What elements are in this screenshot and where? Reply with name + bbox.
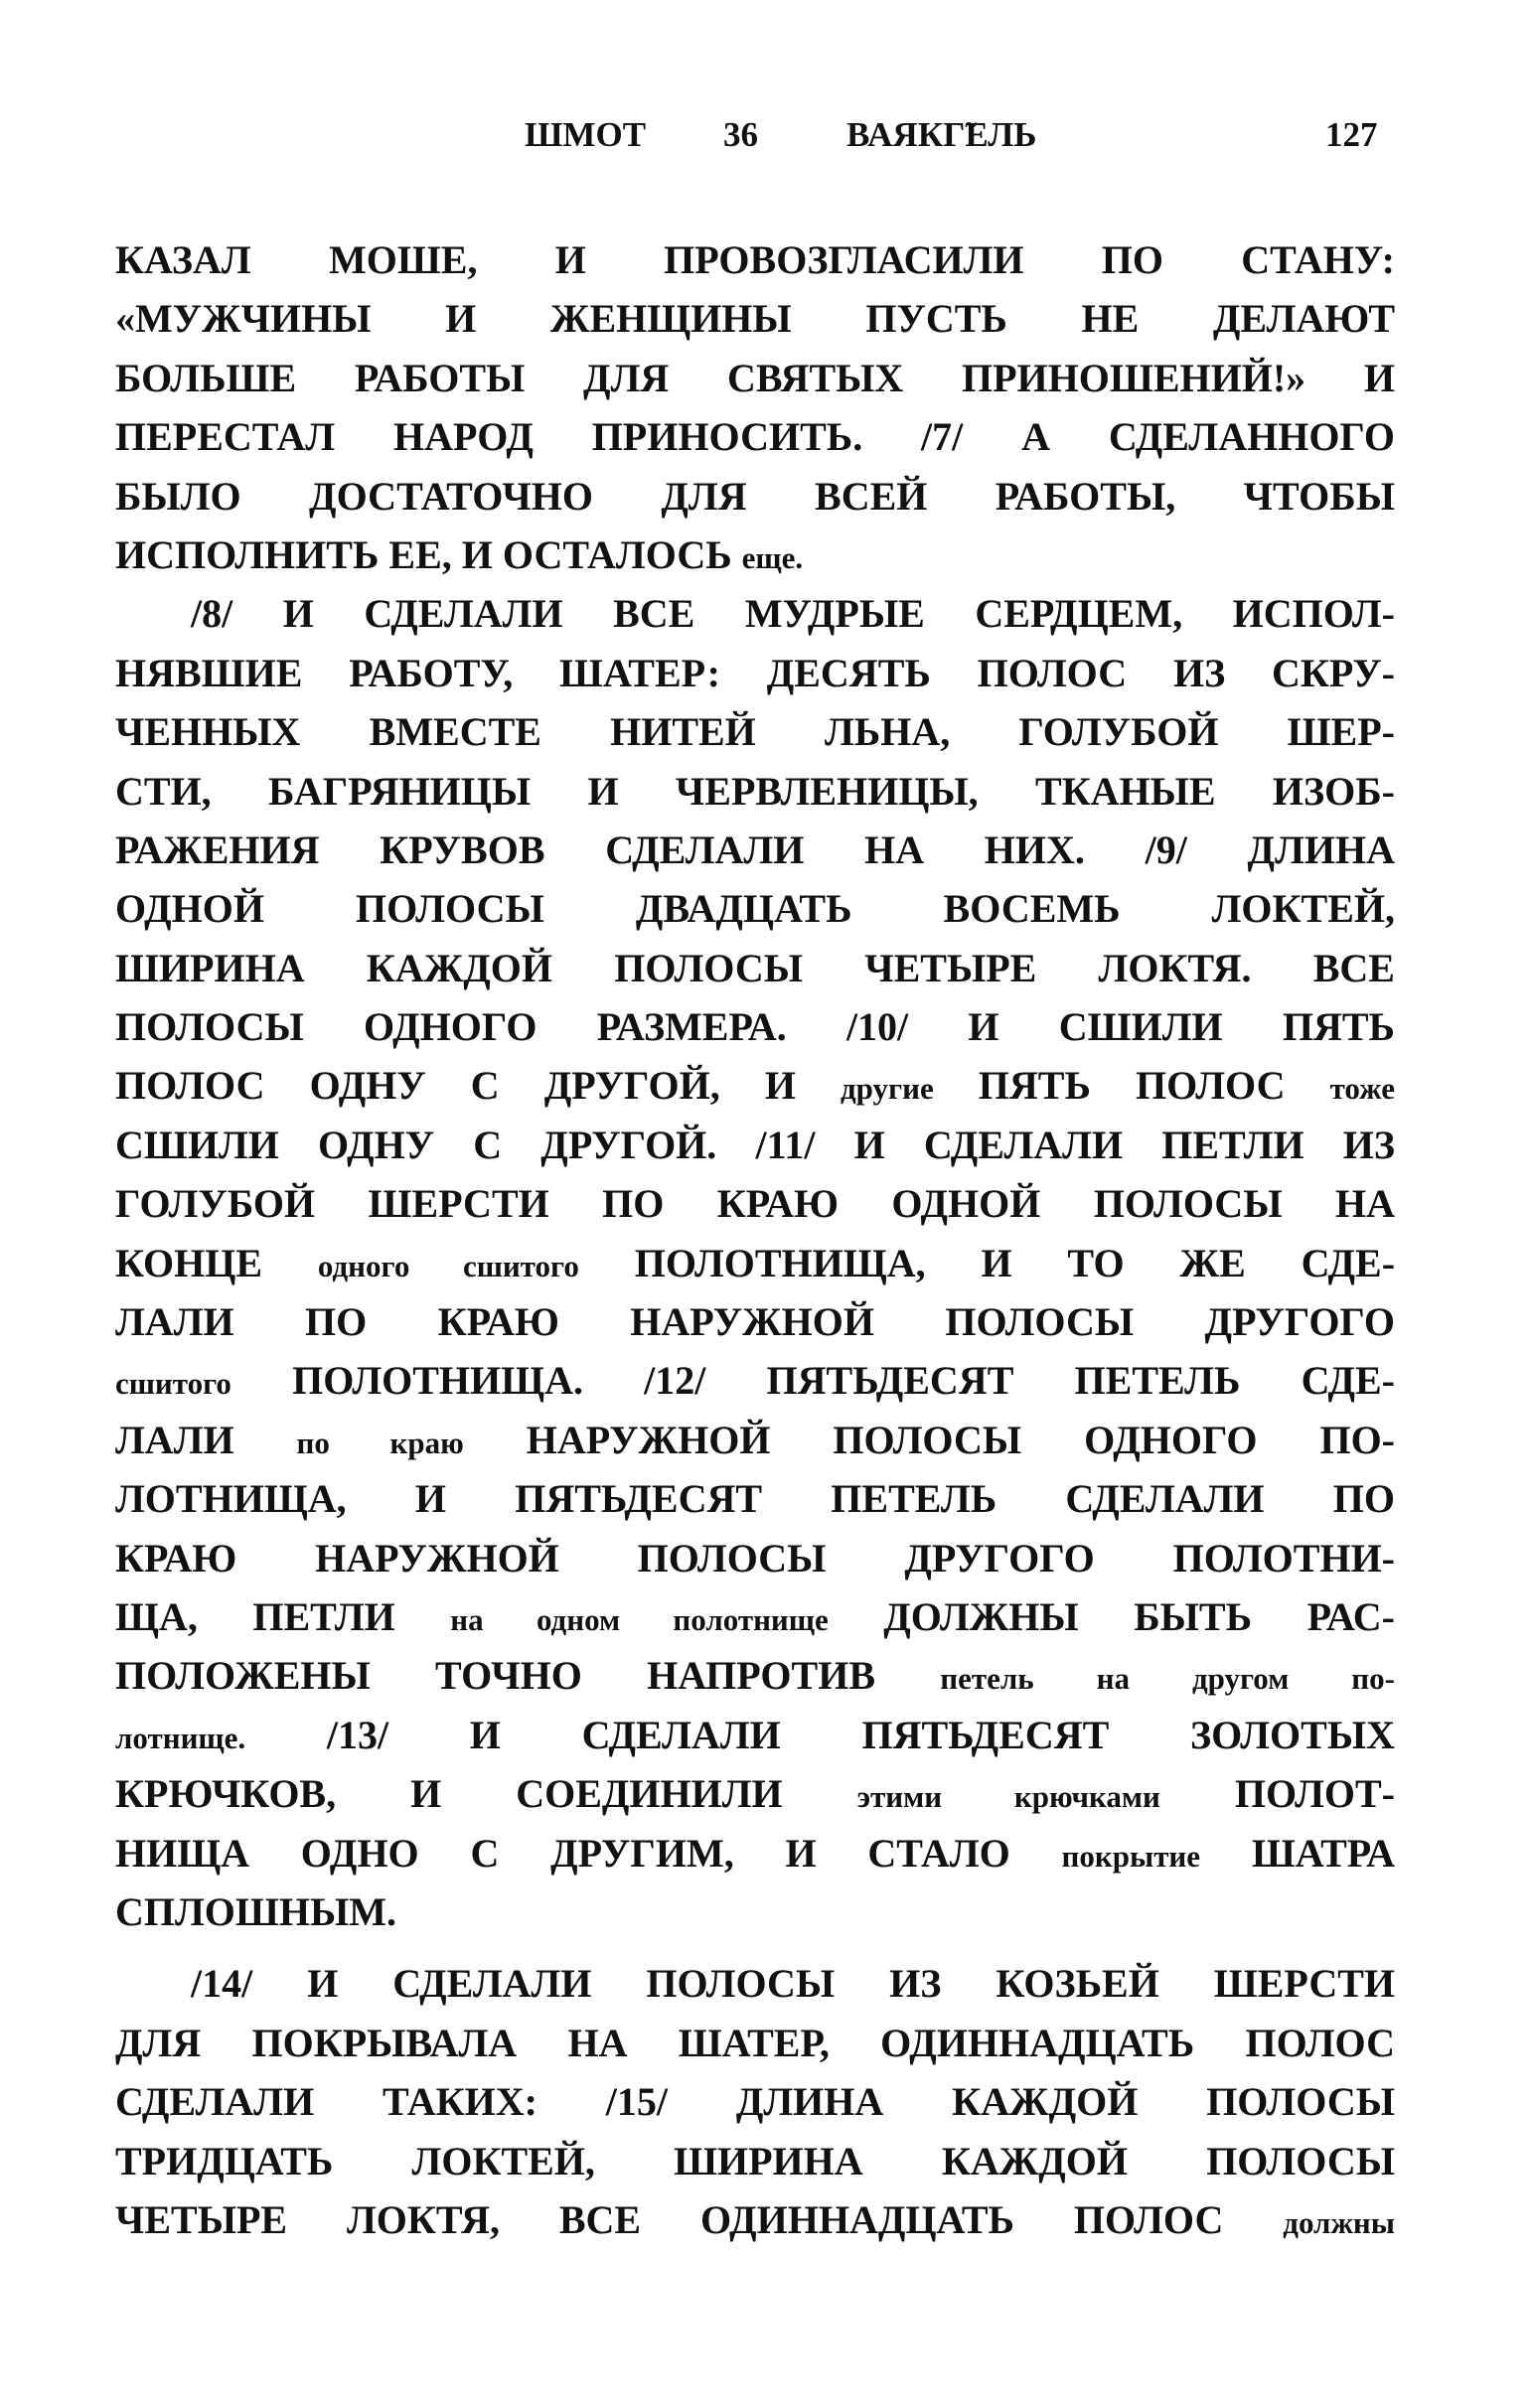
text-segment: ШАТРА [1200, 1830, 1395, 1876]
text-line [115, 2072, 1395, 2131]
text-line [115, 1116, 1395, 1174]
text-segment: ДОЛЖНЫ БЫТЬ РАС- [828, 1593, 1396, 1639]
text-line [115, 349, 1395, 407]
text-segment-small: другие [841, 1071, 934, 1107]
text-line [115, 702, 1395, 761]
text-segment: БОЛЬШЕ РАБОТЫ ДЛЯ СВЯТЫХ ПРИНОШЕНИЙ!» И [115, 355, 1395, 400]
text-line [115, 1706, 1395, 1764]
text-line [115, 407, 1395, 466]
text-line [115, 821, 1395, 879]
text-line [115, 1954, 1395, 2013]
text-segment: СШИЛИ ОДНУ С ДРУГОЙ. /11/ И СДЕЛАЛИ ПЕТЛИ ИЗ [115, 1122, 1395, 1167]
text-segment: СТИ, БАГРЯНИЦЫ И ЧЕРВЛЕНИЦЫ, ТКАНЫЕ ИЗОБ- [115, 768, 1395, 814]
text-line [115, 879, 1395, 938]
text-line [115, 939, 1395, 997]
text-line [115, 1351, 1395, 1410]
text-segment-small: покрытие [1061, 1838, 1201, 1874]
text-segment: ПОЛОЖЕНЫ ТОЧНО НАПРОТИВ [115, 1653, 941, 1699]
running-head-portion: ВАЯКГ̃ЕЛЬ [846, 115, 1037, 154]
text-segment: СПЛОШНЫМ. [115, 1888, 396, 1934]
text-line [115, 1469, 1395, 1528]
text-line [115, 230, 1395, 289]
text-line [115, 2014, 1395, 2072]
text-segment: ГОЛУБОЙ ШЕРСТИ ПО КРАЮ ОДНОЙ ПОЛОСЫ НА [115, 1181, 1395, 1227]
text-segment: НЯВШИЕ РАБОТУ, ШАТЕР: ДЕСЯТЬ ПОЛОС ИЗ СКРУ- [115, 650, 1395, 695]
text-segment: ПЯТЬ ПОЛОС [933, 1063, 1330, 1109]
text-segment-small: на одном полотнище [450, 1601, 829, 1637]
text-segment: ДЛЯ ПОКРЫВАЛА НА ШАТЕР, ОДИННАДЦАТЬ ПОЛОС [115, 2020, 1395, 2065]
text-line [115, 1646, 1395, 1705]
text-line [115, 2190, 1395, 2249]
text-segment: ЛАЛИ [115, 1417, 297, 1462]
text-segment: ПОЛОС ОДНУ С ДРУГОЙ, И [115, 1063, 841, 1109]
running-head-chapter: 36 [723, 115, 758, 154]
text-segment: ПОЛОТНИЩА. /12/ ПЯТЬДЕСЯТ ПЕТЕЛЬ СДЕ- [230, 1358, 1395, 1404]
text-segment: КРЮЧКОВ, И СОЕДИНИЛИ [115, 1771, 857, 1817]
text-line [115, 997, 1395, 1056]
text-line [115, 1529, 1395, 1587]
text-segment: ЧЕТЫРЕ ЛОКТЯ, ВСЕ ОДИННАДЦАТЬ ПОЛОС [115, 2196, 1284, 2242]
text-line [115, 1882, 1395, 1941]
text-segment: СДЕЛАЛИ ТАКИХ: /15/ ДЛИНА КАЖДОЙ ПОЛОСЫ [115, 2079, 1395, 2125]
text-line [115, 1292, 1395, 1351]
text-segment: ПОЛОТНИЩА, И ТО ЖЕ СДЕ- [578, 1240, 1396, 1285]
text-segment: /8/ И СДЕЛАЛИ ВСЕ МУДРЫЕ СЕРДЦЕМ, ИСПОЛ- [191, 591, 1395, 637]
text-line [115, 1764, 1395, 1823]
text-line [115, 1587, 1395, 1646]
text-line [115, 526, 1395, 584]
text-line [115, 1824, 1395, 1882]
text-segment-small: еще. [741, 539, 804, 575]
text-segment-small: тоже [1329, 1071, 1395, 1107]
text-segment: КОНЦЕ [115, 1240, 318, 1285]
text-line [115, 644, 1395, 702]
text-segment-small: по краю [296, 1425, 464, 1460]
text-segment: НАРУЖНОЙ ПОЛОСЫ ОДНОГО ПО- [463, 1417, 1396, 1462]
text-segment: ПОЛОСЫ ОДНОГО РАЗМЕРА. /10/ И СШИЛИ ПЯТЬ [115, 1004, 1395, 1050]
text-segment: ЛАЛИ ПО КРАЮ НАРУЖНОЙ ПОЛОСЫ ДРУГОГО [115, 1299, 1395, 1345]
text-line [115, 2132, 1395, 2190]
running-head-book: ШМОТ [525, 115, 647, 154]
text-segment: КРАЮ НАРУЖНОЙ ПОЛОСЫ ДРУГОГО ПОЛОТНИ- [115, 1535, 1395, 1580]
text-segment: /14/ И СДЕЛАЛИ ПОЛОСЫ ИЗ КОЗЬЕЙ ШЕРСТИ [191, 1961, 1395, 2007]
body-text [115, 230, 1395, 2249]
text-line [115, 1174, 1395, 1233]
text-segment-small: петель на другом по- [940, 1661, 1395, 1697]
text-segment: /13/ И СДЕЛАЛИ ПЯТЬДЕСЯТ ЗОЛОТЫХ [245, 1712, 1395, 1757]
text-segment: ЧЕННЫХ ВМЕСТЕ НИТЕЙ ЛЬНА, ГОЛУБОЙ ШЕР- [115, 709, 1395, 755]
text-segment-small: должны [1283, 2204, 1395, 2240]
text-line [115, 1056, 1395, 1115]
text-line [115, 1411, 1395, 1469]
text-segment-small: этими крючками [856, 1779, 1160, 1815]
text-segment-small: лотнище. [115, 1720, 246, 1755]
text-segment: ШИРИНА КАЖДОЙ ПОЛОСЫ ЧЕТЫРЕ ЛОКТЯ. ВСЕ [115, 945, 1395, 990]
page-number: 127 [1325, 115, 1378, 154]
text-segment: ЩА, ПЕТЛИ [115, 1593, 451, 1639]
text-line [115, 1234, 1395, 1292]
text-line [115, 762, 1395, 821]
text-segment: БЫЛО ДОСТАТОЧНО ДЛЯ ВСЕЙ РАБОТЫ, ЧТОБЫ [115, 473, 1395, 519]
text-line [115, 289, 1395, 348]
text-segment-small: сшитого [115, 1366, 231, 1402]
text-segment: ТРИДЦАТЬ ЛОКТЕЙ, ШИРИНА КАЖДОЙ ПОЛОСЫ [115, 2138, 1395, 2183]
text-segment: КАЗАЛ МОШЕ, И ПРОВОЗГЛАСИЛИ ПО СТАНУ: [115, 237, 1395, 282]
text-segment: «МУЖЧИНЫ И ЖЕНЩИНЫ ПУСТЬ НЕ ДЕЛАЮТ [115, 296, 1395, 342]
text-segment: НИЩА ОДНО С ДРУГИМ, И СТАЛО [115, 1830, 1062, 1876]
text-segment: ЛОТНИЩА, И ПЯТЬДЕСЯТ ПЕТЕЛЬ СДЕЛАЛИ ПО [115, 1476, 1395, 1522]
text-segment-small: одного сшитого [317, 1248, 579, 1283]
text-line [115, 584, 1395, 643]
text-segment: ПОЛОТ- [1159, 1771, 1395, 1817]
text-segment: РАЖЕНИЯ КРУВОВ СДЕЛАЛИ НА НИХ. /9/ ДЛИНА [115, 827, 1395, 872]
text-segment: ОДНОЙ ПОЛОСЫ ДВАДЦАТЬ ВОСЕМЬ ЛОКТЕЙ, [115, 886, 1395, 932]
text-segment: ИСПОЛНИТЬ ЕЕ, И ОСТАЛОСЬ [115, 531, 742, 577]
text-line [115, 467, 1395, 526]
text-segment: ПЕРЕСТАЛ НАРОД ПРИНОСИТЬ. /7/ А СДЕЛАННОГО [115, 414, 1395, 460]
